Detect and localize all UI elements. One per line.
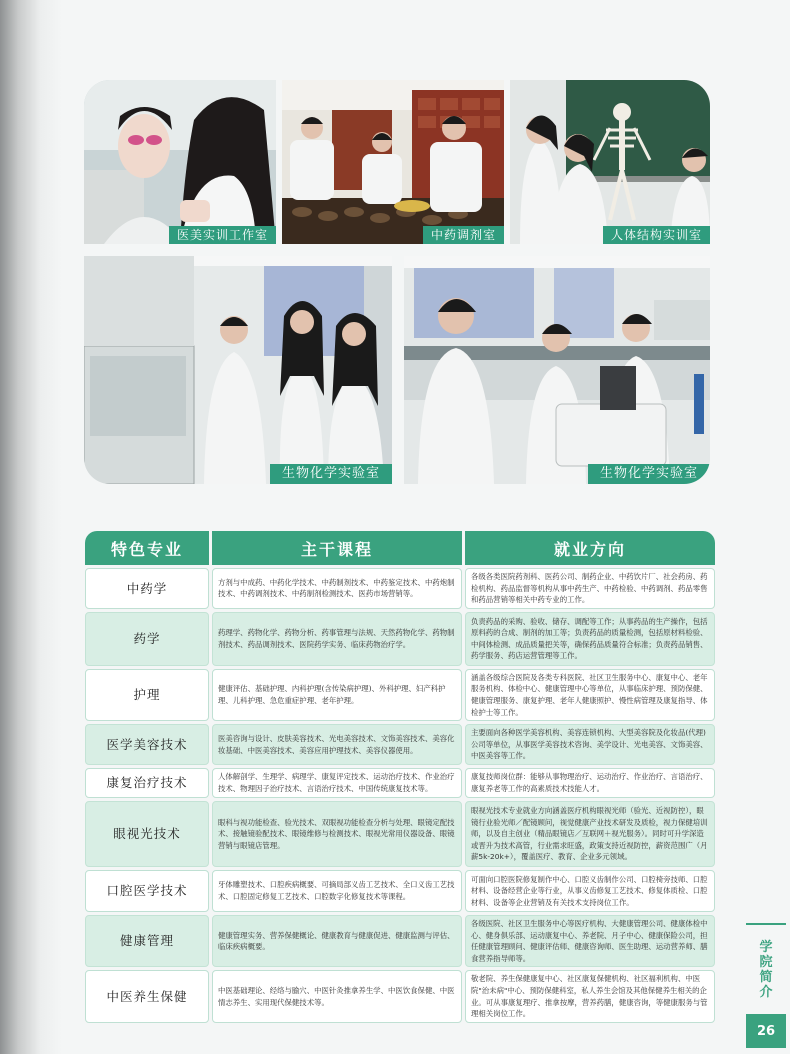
side-accent-line: [746, 923, 786, 925]
table-row: [85, 870, 715, 912]
major-courses: 健康评估、基础护理、内科护理(含传染病护理)、外科护理、妇产科护理、儿科护理、急危重症护理、老年护理。: [212, 669, 462, 721]
photo-caption: 生物化学实验室: [588, 464, 710, 484]
major-courses: 方剂与中成药、中药化学技术、中药制剂技术、中药鉴定技术、中药炮制技术、中药调剂技术、中药制剂检测技术、医药市场营销等。: [212, 568, 462, 609]
photo-tcm-dispensary: [282, 80, 504, 244]
major-courses: 药理学、药物化学、药物分析、药事管理与法规、天然药物化学、药物制剂技术、药品调剂技术、医院药学实务、临床药物治疗学。: [212, 612, 462, 666]
table-header-row: [85, 531, 715, 565]
majors-table: [82, 528, 718, 1026]
photo-anatomy-lab: [510, 80, 710, 244]
table-row: [85, 801, 715, 867]
major-name: 中药学: [85, 568, 209, 609]
major-careers: 各级医院、社区卫生服务中心等医疗机构、大健康管理公司、健康体检中心、健身俱乐部、运动康复中心、养老院、月子中心、健康保险公司，担任健康管理顾问、健康评估师、健康咨询师、医生助理、运动营养师、膳食营养指导师等。: [465, 915, 715, 967]
table-row: [85, 612, 715, 666]
major-careers: 可面向口腔医院修复制作中心、口腔义齿制作公司、口腔椅旁技师、口腔材料、设备经营企业等行业，从事义齿修复工艺技术、修复体质检、口腔材料、设备等企业营销及有关技术支持岗位工作。: [465, 870, 715, 912]
major-careers: 康复技师岗位群：能够从事物理治疗、运动治疗、作业治疗、言语治疗、康复养老等工作的高素质技术技能人才。: [465, 768, 715, 798]
photo-caption: 人体结构实训室: [603, 226, 710, 244]
header-major: 特色专业: [85, 531, 209, 565]
photo-caption: 生物化学实验室: [270, 464, 392, 484]
major-careers: 负责药品的采购、验收、储存、调配等工作；从事药品的生产操作，包括原料药的合成、制剂的加工等；负责药品的质量检测，包括原材料检验、中间体检测、成品质量把关等，确保药品质量符合标准；负责药品销售、药学服务、药店运营管理等工作。: [465, 612, 715, 666]
major-courses: 医美咨询与设计、皮肤美容技术、光电美容技术、文饰美容技术、美容化妆基础、中医美容技术、美容应用护理技术、美容仪器使用。: [212, 724, 462, 765]
photo-gallery: [84, 80, 710, 484]
major-courses: 中医基础理论、经络与腧穴、中医针灸推拿养生学、中医饮食保健、中医情志养生、实用现代保健技术等。: [212, 970, 462, 1022]
major-name: 医学美容技术: [85, 724, 209, 765]
major-careers: 主要面向各种医学美容机构、美容连锁机构、大型美容院及化妆品(代理)公司等单位，从事医学美容技术咨询、美学设计、光电美容、文饰美容、中医美容等工作。: [465, 724, 715, 765]
photo-biochem-lab-2: [404, 256, 710, 484]
major-courses: 健康管理实务、营养保健概论、健康教育与健康促进、健康监测与评估、临床疾病概要。: [212, 915, 462, 967]
major-name: 眼视光技术: [85, 801, 209, 867]
table-row: [85, 669, 715, 721]
header-careers: 就业方向: [465, 531, 715, 565]
major-careers: 眼视光技术专业就业方向涵盖医疗机构眼视光师（验光、近视防控），眼镜行业验光师／配镜顾问，视觉健康产业技术研发及质检，视力保健培训师，以及自主创业（精品眼镜店／互联网＋视光服务）。同时可升学深造或晋升为技术高管，行业需求旺盛，政策支持近视防控，薪资范围广（月薪5k-20k+），覆盖医疗、教育、企业多元领域。: [465, 801, 715, 867]
major-careers: 涵盖各级综合医院及各类专科医院、社区卫生服务中心、康复中心、老年服务机构、体检中心、健康管理中心等单位，从事临床护理、预防保健、健康管理服务、康复护理、老年人健康照护、慢性病管理及康复指导、体检护士等工作。: [465, 669, 715, 721]
major-courses: 人体解剖学、生理学、病理学、康复评定技术、运动治疗技术、作业治疗技术、物理因子治疗技术、言语治疗技术、中国传统康复技术等。: [212, 768, 462, 798]
table-row: [85, 915, 715, 967]
major-name: 护理: [85, 669, 209, 721]
major-name: 药学: [85, 612, 209, 666]
table-row: [85, 568, 715, 609]
major-careers: 各级各类医院药剂科、医药公司、制药企业、中药饮片厂、社会药房、药检机构、药品监督等机构从事中药生产、中药检验、中药调剂、药品零售和药品营销等相关中药专业的工作。: [465, 568, 715, 609]
major-name: 口腔医学技术: [85, 870, 209, 912]
table-row: [85, 970, 715, 1022]
table-row: [85, 724, 715, 765]
major-courses: 牙体雕塑技术、口腔疾病概要、可摘局部义齿工艺技术、全口义齿工艺技术、口腔固定修复工艺技术、口腔数字化修复技术等课程。: [212, 870, 462, 912]
major-name: 康复治疗技术: [85, 768, 209, 798]
major-name: 健康管理: [85, 915, 209, 967]
photo-caption: 医美实训工作室: [169, 226, 276, 244]
table-row: [85, 768, 715, 798]
major-name: 中医养生保健: [85, 970, 209, 1022]
header-courses: 主干课程: [212, 531, 462, 565]
photo-medical-beauty-studio: [84, 80, 276, 244]
book-spine-shadow: [0, 0, 62, 1054]
photo-biochem-lab-1: [84, 256, 392, 484]
section-side-label: 学院简介: [759, 940, 773, 1000]
photo-caption: 中药调剂室: [423, 226, 504, 244]
major-courses: 眼科与视功能检查、验光技术、双眼视功能检查分析与处理、眼镜定配技术、接触镜验配技术、眼镜维修与检测技术、眼视光常用仪器设备、眼镜营销与眼镜店管理。: [212, 801, 462, 867]
page-number: 26: [746, 1014, 786, 1048]
major-careers: 敬老院、养生保健康复中心、社区康复保健机构、社区福利机构、中医院"治未病"中心、预防保健科室，私人养生会馆及其他保健养生相关的企业。可从事康复理疗、推拿按摩，营养药膳，健康咨询，等健康服务与管理相关岗位工作。: [465, 970, 715, 1022]
